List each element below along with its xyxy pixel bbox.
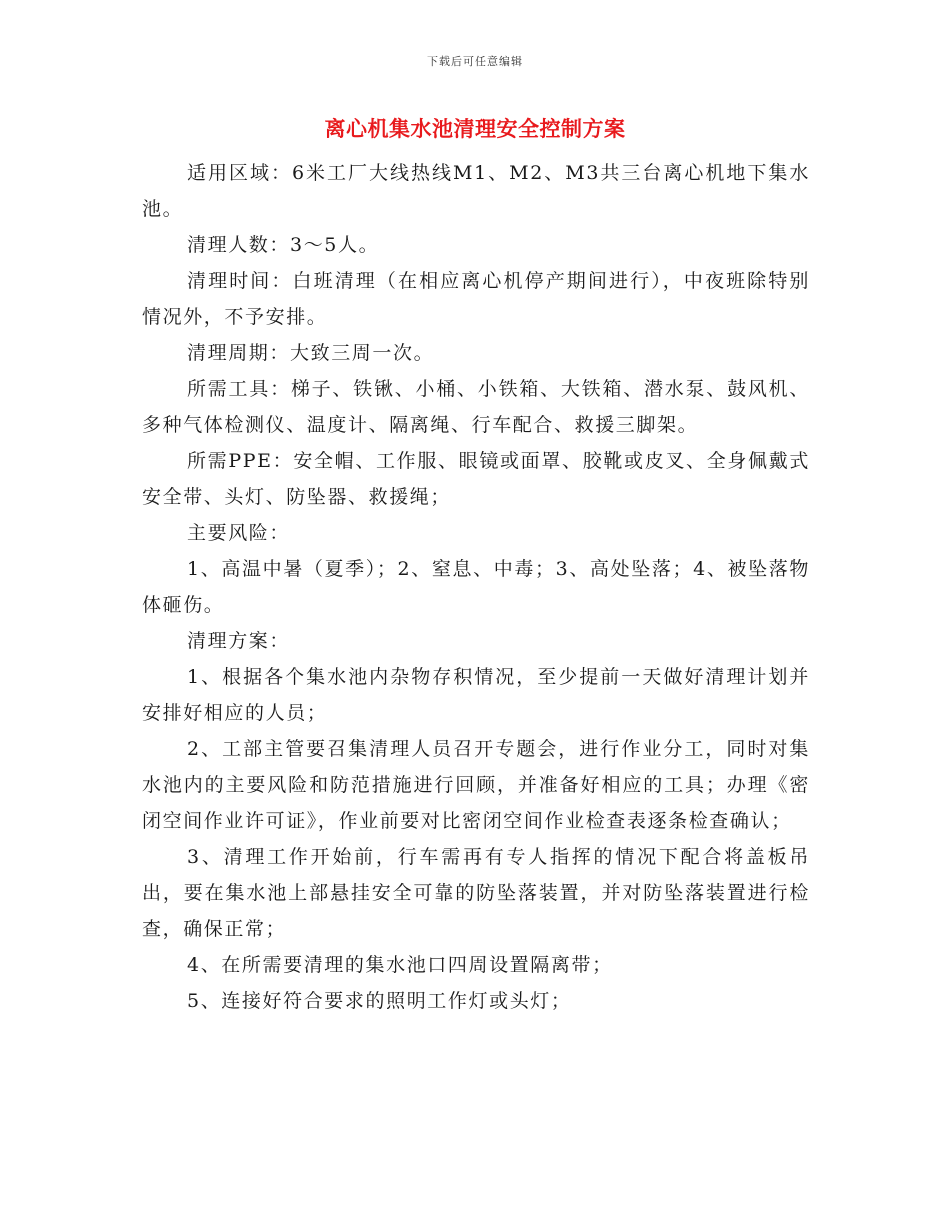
- paragraph-applicable-area: 适用区域：6米工厂大线热线M1、M2、M3共三台离心机地下集水池。: [142, 162, 810, 220]
- paragraph-plan-step-1: 1、根据各个集水池内杂物存积情况，至少提前一天做好清理计划并安排好相应的人员；: [142, 666, 810, 724]
- paragraph-plan-step-4: 4、在所需要清理的集水池口四周设置隔离带；: [187, 954, 613, 976]
- paragraph-plan-step-5: 5、连接好符合要求的照明工作灯或头灯；: [187, 990, 572, 1012]
- paragraph-main-risks-list: 1、高温中暑（夏季）；2、窒息、中毒；3、高处坠落；4、被坠落物体砸伤。: [142, 558, 810, 616]
- paragraph-plan-step-3: 3、清理工作开始前，行车需再有专人指挥的情况下配合将盖板吊出，要在集水池上部悬挂安全可靠的防坠落装置，并对防坠落装置进行检查，确保正常；: [142, 846, 810, 940]
- paragraph-staff-count: 清理人数：3～5人。: [187, 234, 380, 256]
- document-title: 离心机集水池清理安全控制方案: [324, 116, 626, 141]
- paragraph-required-tools: 所需工具：梯子、铁锹、小桶、小铁箱、大铁箱、潜水泵、鼓风机、多种气体检测仪、温度计、隔离绳、行车配合、救援三脚架。: [142, 378, 810, 436]
- page-header-note: 下载后可任意编辑: [427, 55, 523, 68]
- paragraph-required-ppe: 所需PPE：安全帽、工作服、眼镜或面罩、胶靴或皮叉、全身佩戴式安全带、头灯、防坠器、救援绳；: [142, 450, 810, 508]
- paragraph-cleaning-cycle: 清理周期：大致三周一次。: [187, 342, 435, 364]
- paragraph-cleaning-plan-heading: 清理方案：: [187, 630, 291, 652]
- paragraph-main-risks-heading: 主要风险：: [187, 522, 291, 544]
- paragraph-plan-step-2: 2、工部主管要召集清理人员召开专题会，进行作业分工，同时对集水池内的主要风险和防范措施进行回顾，并准备好相应的工具；办理《密闭空间作业许可证》，作业前要对比密闭空间作业检查表逐条检查确认；: [142, 738, 810, 832]
- paragraph-cleaning-time: 清理时间：白班清理（在相应离心机停产期间进行），中夜班除特别情况外，不予安排。: [142, 270, 810, 328]
- document-body: [142, 155, 810, 1019]
